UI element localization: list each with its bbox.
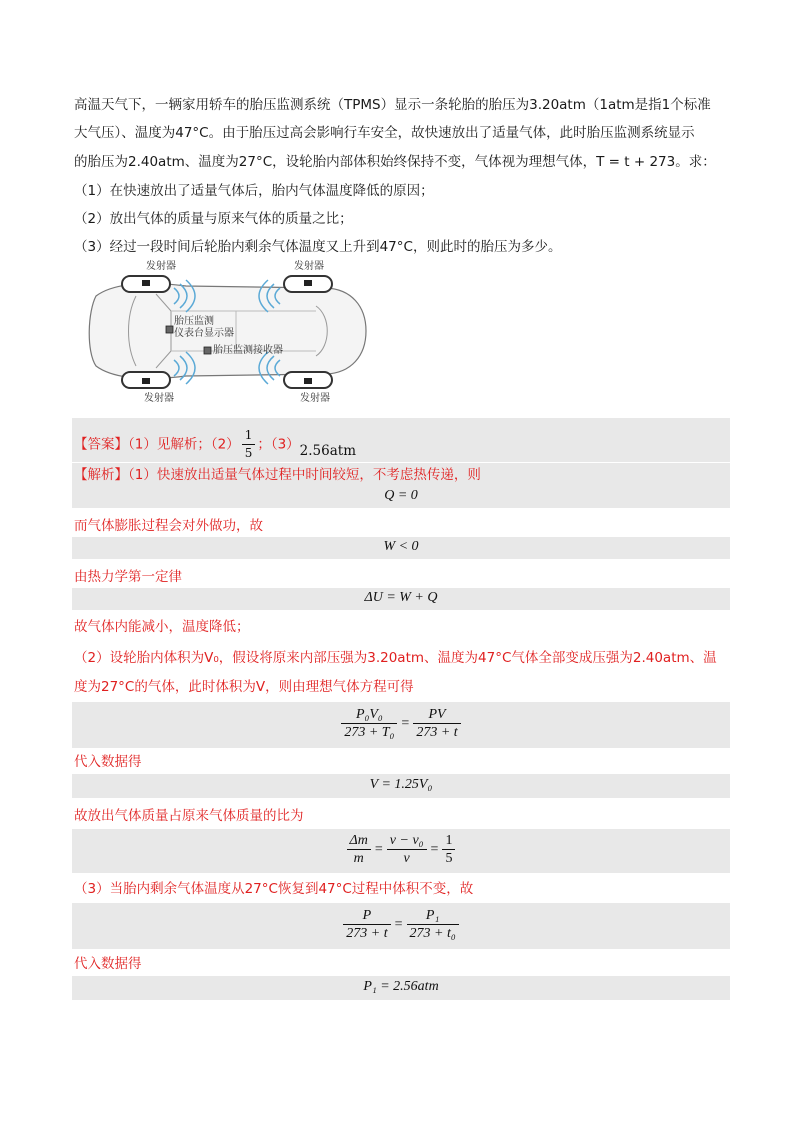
analysis-step-5a: （2）设轮胎内体积为V₀，假设将原来内部压强为3.20atm、温度为47°C气体全部变成压强为2.40atm、温: [74, 650, 717, 666]
equation-first-law: ΔU = W + Q: [364, 590, 438, 605]
question-line-3: 的胎压为2.40atm、温度为27°C，设轮胎内部体积始终保持不变，气体视为理想气体，T = t + 273。求：: [74, 154, 716, 170]
analysis-step-1: 【解析】（1）快速放出适量气体过程中时间较短，不考虑热传递，则: [74, 467, 481, 483]
question-line-1: 高温天气下，一辆家用轿车的胎压监测系统（TPMS）显示一条轮胎的胎压为3.20atm（1atm是指1个标准: [74, 97, 711, 113]
analysis-tag: 【解析】: [74, 467, 128, 483]
answer-frac-num: 1: [242, 427, 256, 445]
analysis-step-3: 由热力学第一定律: [74, 569, 182, 585]
analysis-step-4: 故气体内能减小，温度降低；: [74, 619, 250, 635]
sub-question-3: （3）经过一段时间后轮胎内剩余气体温度又上升到47°C，则此时的胎压为多少。: [74, 239, 562, 255]
sub-question-1: （1）在快速放出了适量气体后，胎内气体温度降低的原因；: [74, 183, 434, 199]
answer-frac-den: 5: [244, 446, 253, 460]
analysis-step-6: 代入数据得: [74, 754, 142, 770]
answer-part-3: ；（3）: [257, 436, 300, 453]
analysis-step-8: （3）当胎内剩余气体温度从27°C恢复到47°C过程中体积不变，故: [74, 881, 474, 897]
answer-line: [74, 427, 730, 462]
analysis-step-5b: 度为27°C的气体，此时体积为V，则由理想气体方程可得: [74, 679, 414, 695]
analysis-step-7: 故放出气体质量占原来气体质量的比为: [74, 808, 304, 824]
equation-w-negative: W < 0: [383, 539, 419, 554]
question-line-2: 大气压）、温度为47°C。由于胎压过高会影响行车安全，故快速放出了适量气体，此时胎压监测系统显示: [74, 125, 695, 141]
answer-value: 2.56atm: [299, 442, 357, 459]
label-transmitter-bottom-right: 发射器: [300, 393, 330, 404]
equation-final-pressure: P₁ = 2.56atm: [363, 979, 439, 994]
answer-part-1-2: （1）见解析；（2）: [128, 436, 240, 453]
label-receiver: 胎压监测接收器: [213, 345, 283, 356]
equation-ideal-gas: $\frac{\text{P₀V₀}}{\text{273 + T₀}}$ = $\frac{PV}{273 + t}$: [72, 706, 730, 741]
analysis-step-9: 代入数据得: [74, 956, 142, 972]
tpms-car-figure: [76, 256, 372, 404]
label-transmitter-top-right: 发射器: [294, 261, 324, 272]
label-transmitter-bottom-left: 发射器: [144, 393, 174, 404]
equation-mass-ratio: $\frac{\Delta m}{m}$ = $\frac{\text{v − v₀}}{v}$ = $\frac{1}{5}$: [72, 832, 730, 867]
equation-volume: V = 1.25V₀: [369, 777, 433, 792]
label-display-line-1: 胎压监测: [174, 316, 214, 327]
analysis-step-2: 而气体膨胀过程会对外做功，故: [74, 518, 263, 534]
answer-tag: 【答案】: [74, 436, 128, 453]
equation-q-zero: Q = 0: [384, 488, 418, 503]
label-display-line-2: 仪表台显示器: [174, 328, 234, 339]
equation-isochoric: $\frac{P}{273 + t}$ = $\frac{\text{P₁}}{\text{273 + t₀}}$: [72, 907, 730, 942]
sub-question-2: （2）放出气体的质量与原来气体的质量之比；: [74, 211, 353, 227]
label-transmitter-top-left: 发射器: [146, 261, 176, 272]
